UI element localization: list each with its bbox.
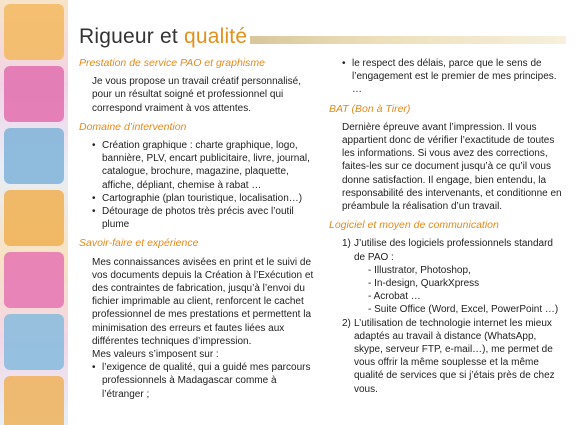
strip-graphic bbox=[4, 128, 64, 184]
text-savoir-faire: Mes connaissances avisées en print et le suivi de vos documents depuis la Création à l’Exécution et des contraintes de fabrication, jusqu’à l’envoi du fichier imprimable au client, renforcent le cachet professionnel de mes prestations et permettent la minimisation des erreurs et fautes liées aux différentes techniques d’impression. bbox=[92, 256, 314, 347]
list-item bbox=[342, 237, 565, 316]
list-values bbox=[79, 361, 319, 401]
list-item: • Création graphique : charte graphique, logo, bannière, PLV, encart publicitaire, livre, journal, catalogue, brochure, magazine, plaquette, affiche, dépliant, chemise à rabat … bbox=[92, 139, 319, 192]
section-domaine bbox=[79, 121, 319, 232]
text-prestation: Je vous propose un travail créatif personnalisé, pour un résultat soigné et professionnel qui correspond vraiment à vos attentes. bbox=[92, 76, 302, 114]
strip-graphic bbox=[4, 376, 64, 425]
heading-domaine: Domaine d’intervention bbox=[79, 120, 187, 133]
heading-bat: BAT (Bon à Tirer) bbox=[329, 102, 411, 115]
item-number: 2) bbox=[342, 317, 351, 329]
section-bat bbox=[329, 103, 565, 214]
item-text: J’utilise des logiciels professionnels standard de PAO : bbox=[354, 238, 553, 263]
values-intro: Mes valeurs s’imposent sur : bbox=[92, 349, 219, 361]
strip-graphic bbox=[4, 190, 64, 246]
title-part-2: qualité bbox=[183, 25, 248, 48]
software-list bbox=[354, 264, 565, 317]
list-item: • le respect des délais, parce que le sens de l’engagement est le premier de mes principes. … bbox=[342, 57, 565, 97]
strip-graphic bbox=[4, 4, 64, 60]
software-item: - Acrobat … bbox=[368, 290, 565, 303]
heading-prestation: Prestation de service PAO et graphisme bbox=[79, 57, 265, 69]
item-text: L’utilisation de technologie internet les mieux adaptés au travail à distance (WhatsApp, skype, serveur FTP, e-mail…), me permet de vous offrir la même souplesse et la même qualité de services que si j’étais près de chez vous. bbox=[354, 317, 555, 395]
decorative-side-strip bbox=[0, 0, 68, 425]
section-savoir-faire bbox=[79, 237, 319, 400]
software-item: - Illustrator, Photoshop, bbox=[368, 264, 565, 277]
item-number: 1) bbox=[342, 238, 351, 250]
list-domaine bbox=[79, 139, 319, 231]
list-item: • Détourage de photos très précis avec l’outil plume bbox=[92, 205, 319, 231]
text-bat: Dernière épreuve avant l’impression. Il vous appartient donc de vérifier l’exactitude de toutes les informations. Si vous avez des corrections, faites-les sur ce document jusqu’à ce qu’il vous donne satisfaction. Il engage, bien entendu, la responsabilité des intervenants, et conditionne en préambule la réalisation d’un travail. bbox=[342, 121, 562, 213]
strip-graphic bbox=[4, 314, 64, 370]
page-title bbox=[79, 25, 247, 49]
software-item: - Suite Office (Word, Excel, PowerPoint …) bbox=[368, 303, 565, 316]
list-item: • l’exigence de qualité, qui a guidé mes parcours professionnels à Madagascar comme à l’étranger ; bbox=[92, 361, 319, 401]
right-column bbox=[329, 57, 565, 402]
heading-logiciel: Logiciel et moyen de communication bbox=[329, 219, 499, 232]
title-decorative-bar bbox=[250, 36, 566, 44]
section-values-continued bbox=[329, 57, 565, 97]
left-column bbox=[79, 57, 319, 407]
strip-graphic bbox=[4, 252, 64, 308]
list-item: • Cartographie (plan touristique, localisation…) bbox=[92, 192, 319, 205]
strip-graphic bbox=[4, 66, 64, 122]
heading-savoir-faire: Savoir-faire et expérience bbox=[79, 237, 199, 250]
software-item: - In-design, QuarkXpress bbox=[368, 277, 565, 290]
list-item bbox=[342, 317, 565, 396]
section-prestation bbox=[79, 57, 319, 115]
section-logiciel bbox=[329, 219, 565, 396]
list-values-continued bbox=[329, 57, 565, 97]
title-part-1: Rigueur et bbox=[79, 25, 184, 48]
list-logiciel bbox=[329, 237, 565, 395]
